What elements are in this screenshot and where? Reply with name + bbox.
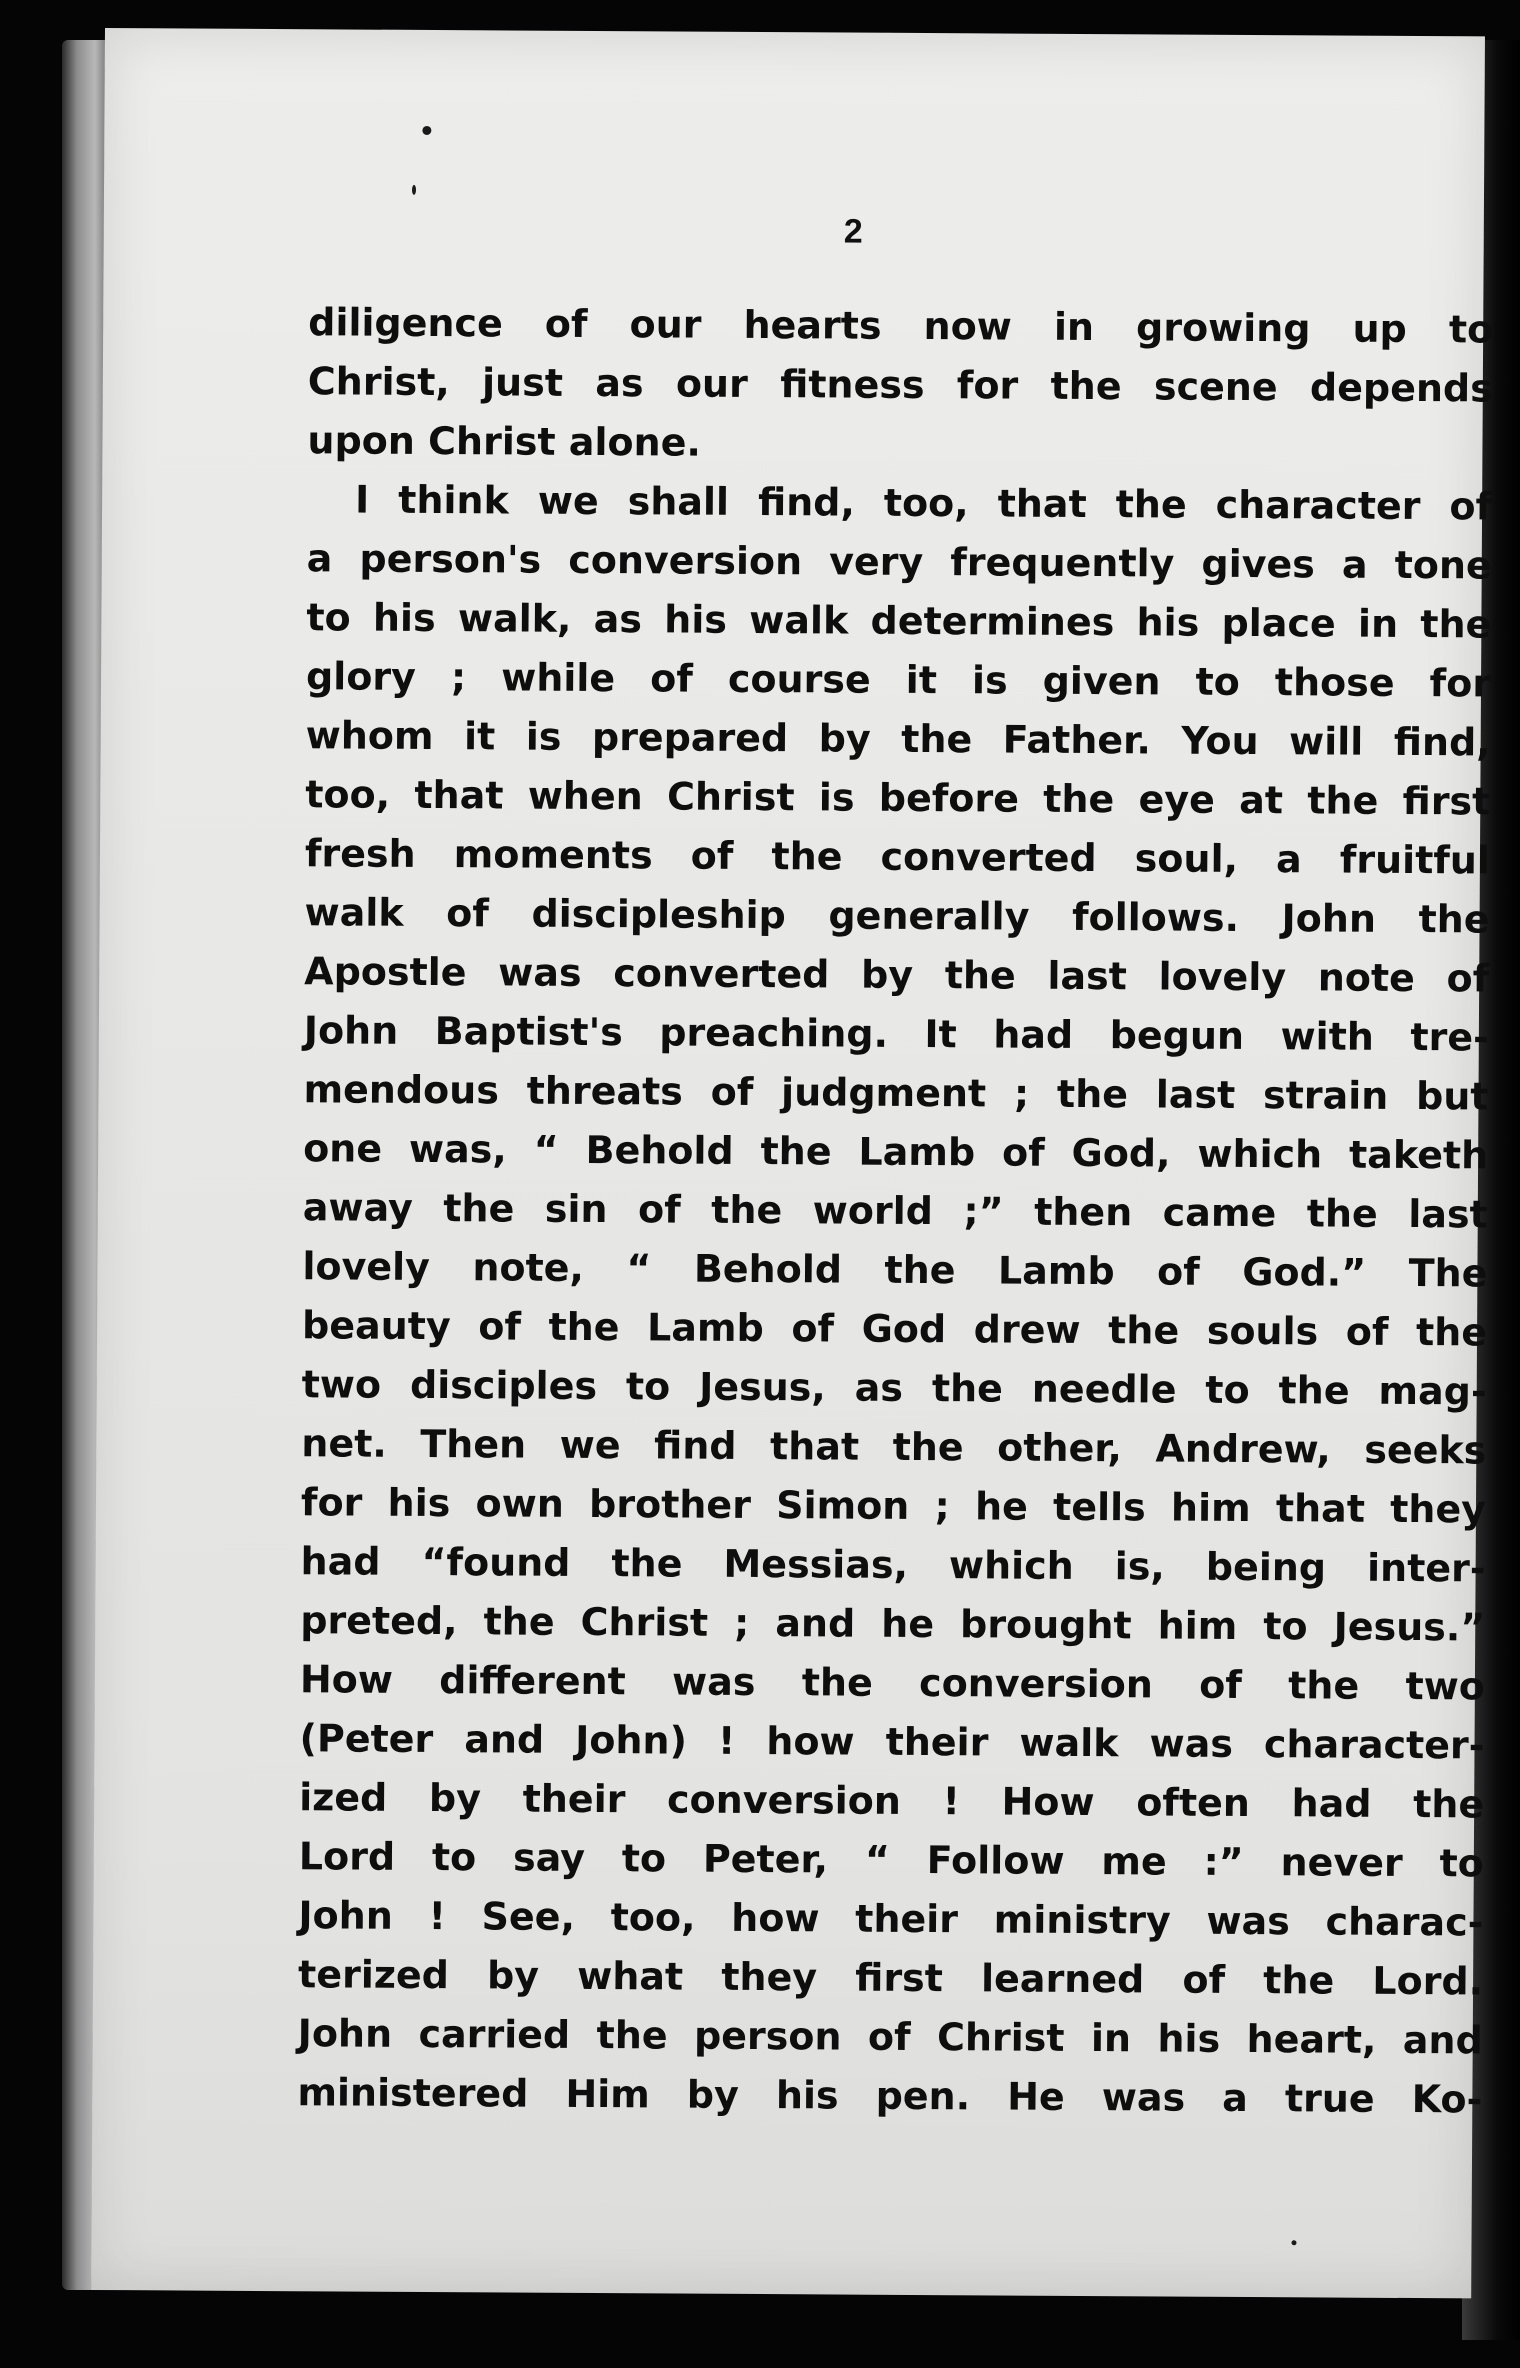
page-number: 2 <box>843 212 864 251</box>
text-line: whom it is prepared by the Father. You will find, <box>305 713 1491 765</box>
text-line: fresh moments of the converted soul, a fruitful <box>304 831 1491 883</box>
ink-speck <box>412 185 416 195</box>
text-line: had “found the Messias, which is, being inter- <box>300 1539 1486 1591</box>
text-line: (Peter and John) ! how their walk was character- <box>299 1716 1485 1768</box>
text-line: Apostle was converted by the last lovely note of <box>304 949 1490 1001</box>
text-line: glory ; while of course it is given to those for <box>305 654 1492 706</box>
text-line: John Baptist's preaching. It had begun with tre- <box>303 1008 1489 1060</box>
paragraph-2 <box>297 470 1492 2129</box>
text-line: John ! See, too, how their ministry was charac- <box>298 1893 1484 1945</box>
text-line: ministered Him by his pen. He was a true Ko- <box>297 2070 1483 2122</box>
paragraph-1 <box>307 293 1493 477</box>
text-line: walk of discipleship generally follows. John the <box>304 890 1490 942</box>
book-page <box>91 28 1494 2298</box>
text-line: lovely note, “ Behold the Lamb of God.” The <box>302 1244 1488 1296</box>
text-line: Lord to say to Peter, “ Follow me :” never to <box>298 1834 1484 1886</box>
ink-speck <box>1291 2240 1296 2245</box>
text-line: upon Christ alone. <box>307 418 702 465</box>
text-line: for his own brother Simon ; he tells him that they <box>300 1480 1487 1532</box>
text-line: net. Then we find that the other, Andrew, seeks <box>301 1421 1487 1473</box>
text-line: mendous threats of judgment ; the last strain but <box>303 1067 1489 1119</box>
text-line: How different was the conversion of the two <box>299 1657 1486 1709</box>
text-line: beauty of the Lamb of God drew the souls of the <box>301 1303 1488 1355</box>
text-line: Christ, just as our fitness for the scene depends <box>307 359 1493 411</box>
ink-speck <box>422 126 431 135</box>
text-line: John carried the person of Christ in his heart, and <box>297 2011 1483 2063</box>
text-line: one was, “ Behold the Lamb of God, which taketh <box>303 1126 1489 1178</box>
text-line: to his walk, as his walk determines his place in the <box>306 595 1492 647</box>
text-line: terized by what they first learned of the Lord. <box>297 1952 1484 2004</box>
text-line: a person's conversion very frequently gives a tone <box>306 536 1492 588</box>
text-line: I think we shall find, too, that the character of <box>354 477 1493 529</box>
text-line: ized by their conversion ! How often had the <box>299 1775 1485 1827</box>
text-line: preted, the Christ ; and he brought him to Jesus.” <box>300 1598 1486 1650</box>
text-line: away the sin of the world ;” then came the last <box>302 1185 1488 1237</box>
text-line: too, that when Christ is before the eye at the first <box>305 772 1491 824</box>
body-text <box>297 293 1493 2129</box>
text-line: diligence of our hearts now in growing up to <box>308 300 1494 352</box>
text-line: two disciples to Jesus, as the needle to the mag- <box>301 1362 1487 1414</box>
